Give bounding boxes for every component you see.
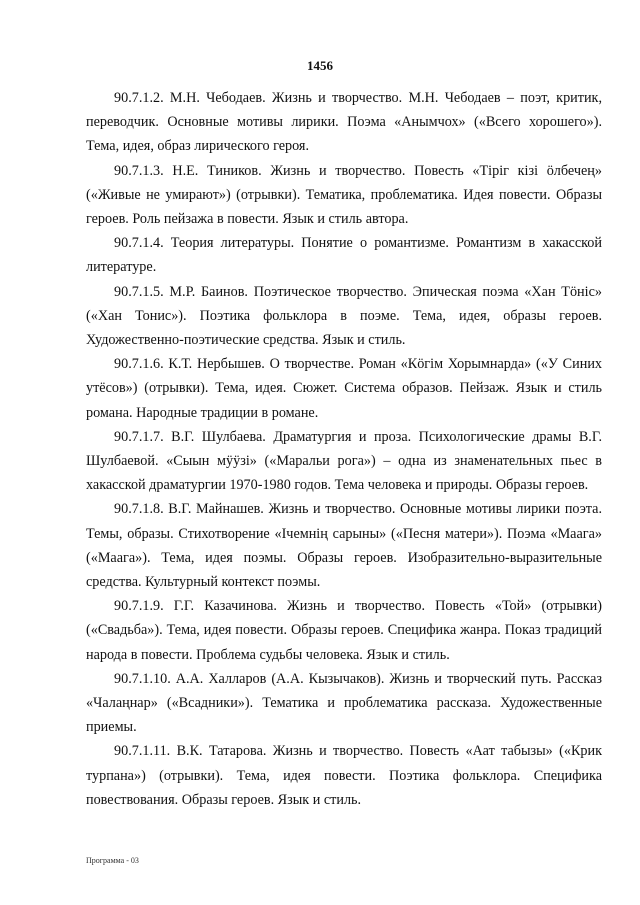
- page-footer: Программа - 03: [86, 856, 139, 865]
- document-body: [86, 86, 602, 812]
- paragraph-90-7-1-8: 90.7.1.8. В.Г. Майнашев. Жизнь и творчество. Основные мотивы лирики поэта. Темы, образы. Стихотворение «Ічемнің сарыны» («Песня матери»). Поэма «Маага» («Маага»). Тема, идея поэмы. Образы героев. Изобразительно-выразительные средства. Культурный контекст поэмы.: [86, 501, 602, 591]
- page-number: 1456: [307, 58, 333, 73]
- paragraph-90-7-1-3: 90.7.1.3. Н.Е. Тиников. Жизнь и творчество. Повесть «Тіріг кізі ӧлбечең» («Живые не умирают») (отрывки). Тематика, проблематика. Идея повести. Образы героев. Роль пейзажа в повести. Язык и стиль автора.: [86, 162, 602, 228]
- paragraph-90-7-1-11: 90.7.1.11. В.К. Татарова. Жизнь и творчество. Повесть «Аат табызы» («Крик турпана») (отрывки). Тема, идея повести. Поэтика фольклора. Специфика повествования. Образы героев. Язык и стиль.: [86, 743, 602, 808]
- paragraph-90-7-1-5: 90.7.1.5. М.Р. Баинов. Поэтическое творчество. Эпическая поэма «Хан Тӧніс» («Хан Тонис»). Поэтика фольклора в поэме. Тема, идея, образы героев. Художественно-поэтические средства. Язык и стиль.: [86, 283, 602, 349]
- paragraph-90-7-1-2: 90.7.1.2. М.Н. Чебодаев. Жизнь и творчество. М.Н. Чебодаев – поэт, критик, переводчик. Основные мотивы лирики. Поэма «Анымчох» («Всего хорошего»). Тема, идея, образ лирического героя.: [86, 90, 602, 155]
- paragraph-90-7-1-10: 90.7.1.10. А.А. Халларов (А.А. Кызычаков). Жизнь и творческий путь. Рассказ «Чалаңнар» («Всадники»). Тематика и проблематика рассказа. Художественные приемы.: [86, 670, 602, 736]
- paragraph-90-7-1-6: 90.7.1.6. К.Т. Нербышев. О творчестве. Роман «Кӧгім Хорымнарда» («У Синих утёсов») (отрывки). Тема, идея. Сюжет. Система образов. Пейзаж. Язык и стиль романа. Народные традиции в романе.: [86, 356, 602, 421]
- paragraph-90-7-1-9: 90.7.1.9. Г.Г. Казачинова. Жизнь и творчество. Повесть «Той» (отрывки) («Свадьба»). Тема, идея повести. Образы героев. Специфика жанра. Показ традиций народа в повести. Проблема судьбы человека. Язык и стиль.: [86, 598, 602, 663]
- paragraph-90-7-1-4: 90.7.1.4. Теория литературы. Понятие о романтизме. Романтизм в хакасской литературе.: [86, 235, 602, 276]
- paragraph-90-7-1-7: 90.7.1.7. В.Г. Шулбаева. Драматургия и проза. Психологические драмы В.Г. Шулбаевой. «Сыын мӱӱзі» («Маральи рога») – одна из знаменательных пьес в хакасской драматургии 1970-1980 годов. Тема человека и природы. Образы героев.: [86, 428, 602, 494]
